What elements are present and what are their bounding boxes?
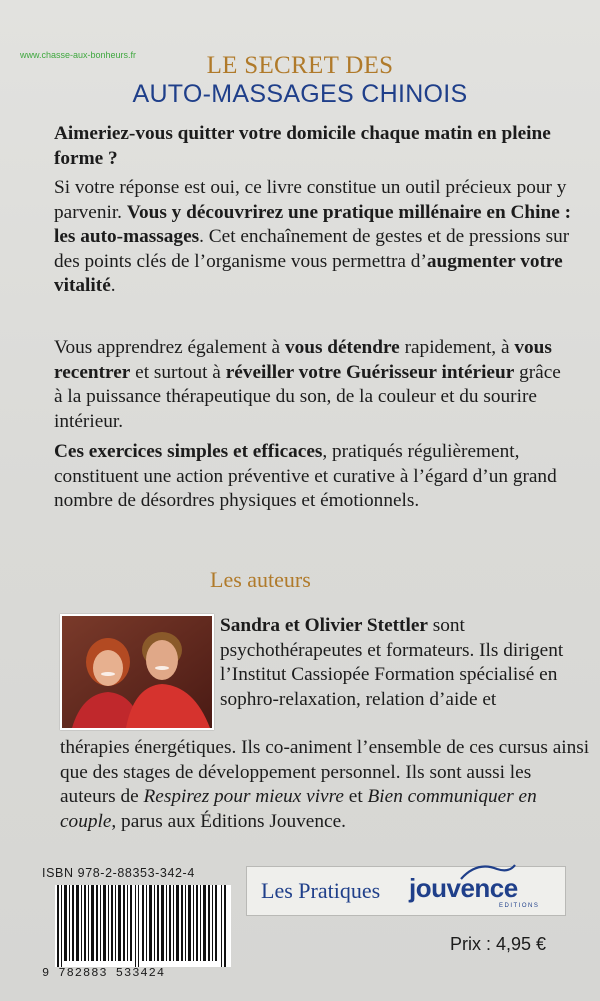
book-title-line-1: LE SECRET DES bbox=[206, 52, 394, 79]
watermark-url[interactable]: www.chasse-aux-bonheurs.fr bbox=[20, 50, 137, 60]
intro-paragraph-2: Vous apprendrez également à vous détendre rapidement, à vous recentrer et surtout à réveiller votre Guérisseur intérieur grâce à la puissance thérapeutique du son, de la couleur et du sourire intérieur. bbox=[54, 337, 561, 432]
publisher-logo-sub: EDITIONS bbox=[499, 903, 540, 909]
intro-paragraph-3: Ces exercices simples et efficaces, pratiqués régulièrement, constituent une action préventive et curative à l’égard d’un grand nombre de désordres physiques et émotionnels. bbox=[54, 441, 557, 511]
publisher-logo-text: jouvence bbox=[409, 873, 518, 903]
barcode-bars bbox=[55, 885, 231, 967]
collection-banner bbox=[246, 866, 566, 916]
intro-paragraph-1: Si votre réponse est oui, ce livre constitue un outil précieux pour y parvenir. Vous y découvrirez une pratique millénaire en Chine : les auto-massages. Cet enchaînement de gestes et de pressions sur des points clés de l’organisme vous permettra d’augmenter votre vitalité. bbox=[54, 177, 572, 296]
isbn: ISBN 978-2-88353-342-4 bbox=[42, 866, 195, 880]
authors-heading: Les auteurs bbox=[210, 567, 311, 592]
price: Prix : 4,95 € bbox=[450, 934, 547, 954]
collection-label: Les Pratiques bbox=[261, 878, 381, 903]
publisher-logo bbox=[409, 869, 559, 913]
book-title-line-2: AUTO-MASSAGES CHINOIS bbox=[132, 80, 468, 108]
logo-swirl-icon bbox=[457, 861, 517, 881]
intro-question: Aimeriez-vous quitter votre domicile chaque matin en pleine forme ? bbox=[54, 123, 551, 169]
authors-bio-top: Sandra et Olivier Stettler sont psychothérapeutes et formateurs. Ils dirigent l’Institut Cassiopée Formation spécialisé en sophro-relaxation, relation d’aide et bbox=[220, 615, 564, 710]
authors-photo bbox=[60, 614, 214, 730]
barcode bbox=[55, 885, 231, 967]
barcode-digits: 9 782883 533424 bbox=[42, 966, 166, 980]
authors-bio-bottom: thérapies énergétiques. Ils co-animent l’ensemble de ces cursus ainsi que des stages de développement personnel. Ils sont aussi les auteurs de Respirez pour mieux vivre et Bien communiquer en couple, parus aux Éditions Jouvence. bbox=[60, 737, 590, 832]
